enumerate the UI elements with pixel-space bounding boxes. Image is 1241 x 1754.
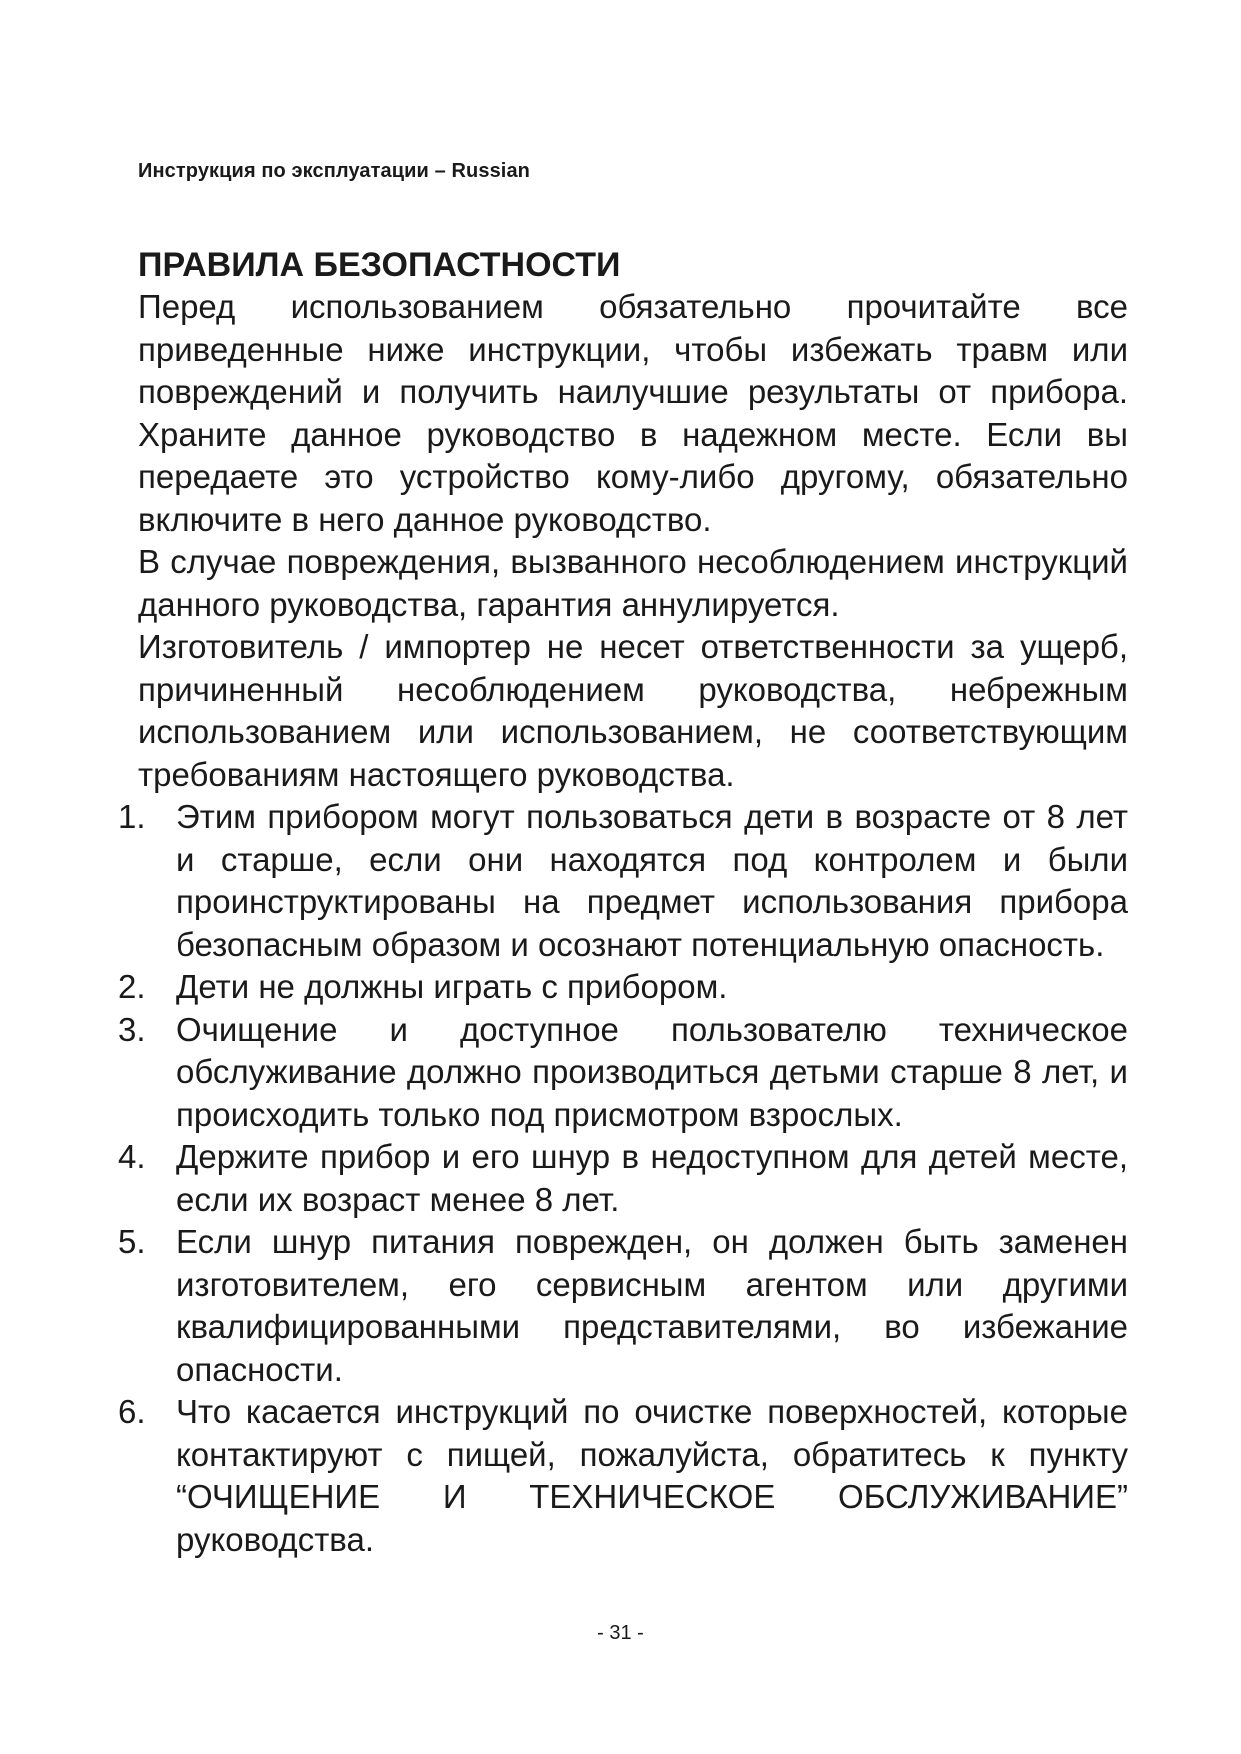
list-item-number: 5. [118,1223,146,1260]
list-item [118,1221,1128,1391]
section-title: ПРАВИЛА БЕЗОПАСТНОСТИ [138,246,621,284]
list-item-number: 2. [118,968,146,1005]
list-item-text: Если шнур питания поврежден, он должен быть заменен изготовителем, его сервисным агентом или другими квалифицированными представителями, во избежание опасности. [176,1223,1128,1388]
page-header: Инструкция по эксплуатации – Russian [138,160,530,182]
intro-paragraph: Перед использованием обязательно прочитайте все приведенные ниже инструкции, чтобы избежать травм или повреждений и получить наилучшие результаты от прибора. Храните данное руководство в надежном месте. Если вы передаете это устройство кому-либо другому, обязательно включите в него данное руководство. [138,288,1128,538]
intro-paragraph: В случае повреждения, вызванного несоблюдением инструкций данного руководства, гарантия аннулируется. [138,543,1128,623]
list-item [118,1009,1128,1137]
list-item-text: Этим прибором могут пользоваться дети в возрасте от 8 лет и старше, если они находятся под контролем и были проинструктированы на предмет использования прибора безопасным образом и осознают потенциальную опасность. [176,798,1128,963]
list-item-number: 3. [118,1010,146,1048]
intro-text [138,286,1128,796]
list-item-text: Держите прибор и его шнур в недоступном для детей месте, если их возраст менее 8 лет. [176,1138,1128,1218]
list-item-text: Что касается инструкций по очистке поверхностей, которые контактируют с пищей, пожалуйста, обратитесь к пункту “ОЧИЩЕНИЕ И ТЕХНИЧЕСКОЕ ОБСЛУЖИВАНИЕ” руководства. [176,1393,1128,1558]
list-item-number: 4. [118,1138,146,1175]
safety-rules-list [118,796,1128,1561]
list-item [118,966,1128,1009]
list-item-text: Дети не должны играть с прибором. [176,968,728,1005]
list-item-number: 6. [118,1393,146,1430]
list-item [118,1136,1128,1221]
intro-paragraph: Изготовитель / импортер не несет ответственности за ущерб, причиненный несоблюдением руководства, небрежным использованием или использованием, не соответствующим требованиям настоящего руководства. [138,628,1128,793]
list-item-number: 1. [118,798,146,835]
page-content [118,244,1128,1561]
page-number: - 31 - [597,1622,644,1644]
list-item [118,796,1128,966]
list-item [118,1391,1128,1561]
list-item-text: Очищение и доступное пользователю техническое обслуживание должно производиться детьми старше 8 лет, и происходить только под присмотром взрослых. [176,1010,1128,1133]
